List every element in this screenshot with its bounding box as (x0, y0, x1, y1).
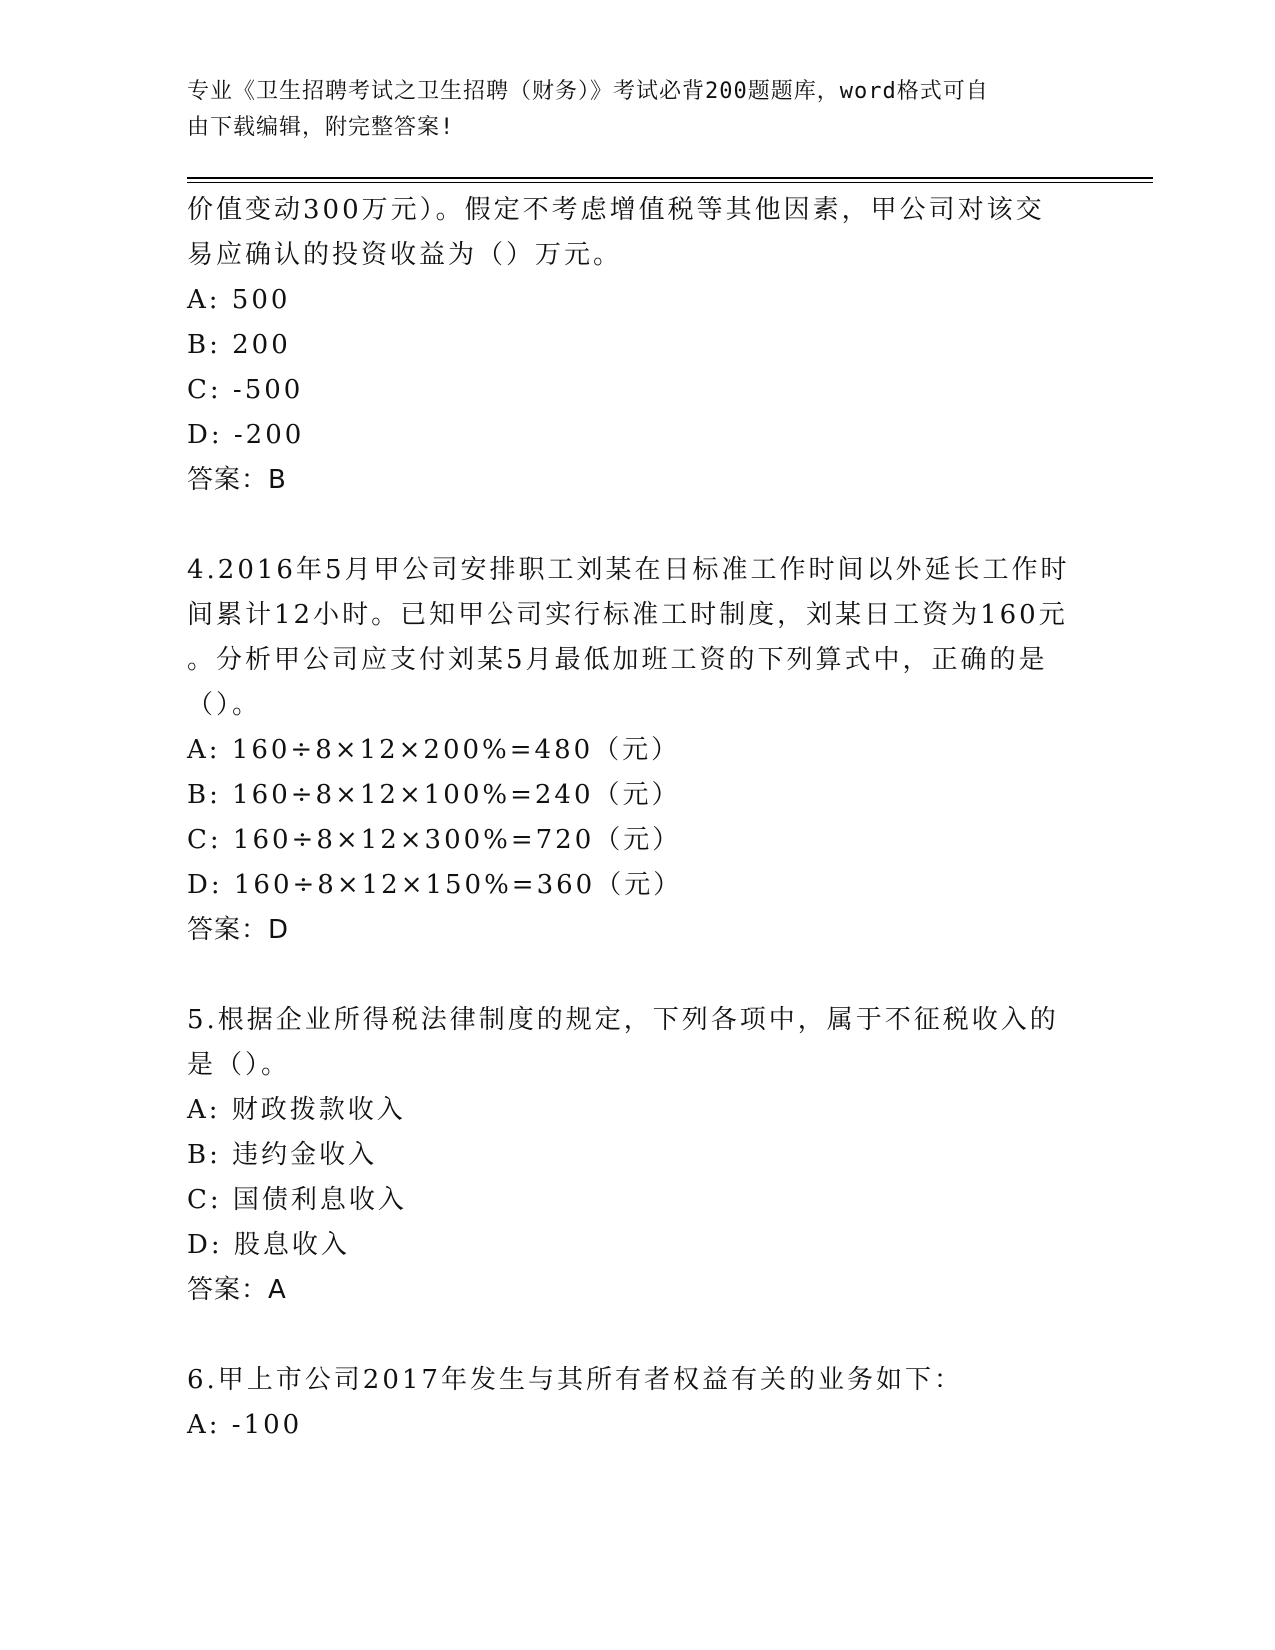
question-3-text-line-1: 价值变动300万元）。假定不考虑增值税等其他因素，甲公司对该交 (187, 195, 1045, 225)
question-6-option-a: A: -100 (187, 1410, 303, 1440)
spacer (187, 953, 1087, 998)
question-3-option-a: A: 500 (187, 285, 291, 315)
question-3-text-line-2: 易应确认的投资收益为（）万元。 (187, 240, 623, 270)
question-4-text-line-3: 。分析甲公司应支付刘某5月最低加班工资的下列算式中，正确的是 (187, 645, 1048, 675)
document-header (187, 74, 1067, 146)
question-4-text-line-2: 间累计12小时。已知甲公司实行标准工时制度，刘某日工资为160元 (187, 600, 1068, 630)
header-divider-thin (187, 182, 1153, 183)
question-4-option-b: B: 160÷8×12×100%=240（元） (187, 780, 681, 810)
question-3-option-c: C: -500 (187, 375, 304, 405)
header-divider-thick (187, 177, 1153, 179)
question-3-option-d: D: -200 (187, 420, 305, 450)
question-3-option-b: B: 200 (187, 330, 291, 360)
question-5-answer: 答案：A (187, 1275, 287, 1305)
question-4-answer: 答案：D (187, 915, 290, 945)
question-4-option-c: C: 160÷8×12×300%=720（元） (187, 825, 682, 855)
question-5-option-d: D: 股息收入 (187, 1230, 350, 1260)
question-4-text-line-4: （）。 (187, 690, 262, 720)
question-3 (187, 188, 1087, 503)
question-5-text-line-2: 是（）。 (187, 1050, 291, 1080)
document-body (187, 188, 1087, 1448)
question-5-option-b: B: 违约金收入 (187, 1140, 378, 1170)
spacer (187, 1313, 1087, 1358)
question-5-option-c: C: 国债利息收入 (187, 1185, 407, 1215)
question-3-answer: 答案：B (187, 465, 287, 495)
question-4-option-d: D: 160÷8×12×150%=360（元） (187, 870, 683, 900)
question-4 (187, 548, 1087, 953)
spacer (187, 503, 1087, 548)
question-6-text-line-1: 6.甲上市公司2017年发生与其所有者权益有关的业务如下： (187, 1365, 963, 1395)
question-6 (187, 1358, 1087, 1448)
header-line-1: 专业《卫生招聘考试之卫生招聘（财务）》考试必背200题题库，word格式可自 (187, 79, 989, 104)
question-5-text-line-1: 5.根据企业所得税法律制度的规定，下列各项中，属于不征税收入的 (187, 1005, 1059, 1035)
header-line-2: 由下载编辑，附完整答案! (187, 115, 455, 140)
question-4-text-line-1: 4.2016年5月甲公司安排职工刘某在日标准工作时间以外延长工作时 (187, 555, 1070, 585)
question-5-option-a: A: 财政拨款收入 (187, 1095, 406, 1125)
question-4-option-a: A: 160÷8×12×200%=480（元） (187, 735, 681, 765)
question-5 (187, 998, 1087, 1313)
